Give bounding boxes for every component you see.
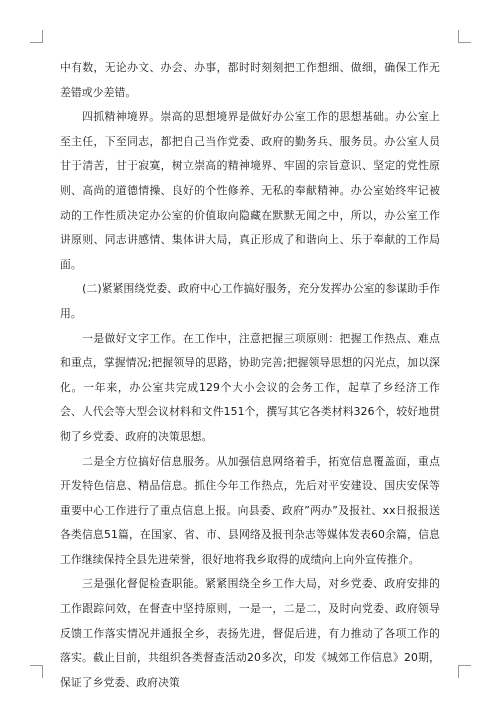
paragraph-writing-work: 一是做好文字工作。在工作中，注意把握三项原则：把握工作热点、难点和重点，掌握情况;把握领导的思路，协助完善;把握领导思想的闪光点，加以深化。一年来，办公室共完成129个大小会议的会务工作，起草了乡经济工作会、人代会等大型会议材料和文件151个，撰写其它各类材料326个，较好地贯彻了乡党委、政府的决策思想。 — [60, 331, 440, 443]
crop-mark-top-left — [30, 30, 43, 43]
paragraph-section-heading: (二)紧紧围绕党委、政府中心工作搞好服务，充分发挥办公室的参谋助手作用。 — [60, 282, 440, 320]
crop-mark-bottom-left — [30, 665, 43, 678]
paragraph-information-service: 二是全方位搞好信息服务。从加强信息网络着手，拓宽信息覆盖面，重点开发特色信息、精品信息。抓住今年工作热点，先后对平安建设、国庆安保等重要中心工作进行了重点信息上报。向县委、政府”两办”及报社、xx日报报送各类信息51篇，在国家、省、市、县网络及报刊杂志等媒体发表60余篇，信息工作继续保持全县先进荣誉，很好地将我乡取得的成绩向上向外宣传推介。 — [60, 454, 440, 566]
document-body — [60, 56, 440, 695]
paragraph-supervision: 三是强化督促检查职能。紧紧围绕全乡工作大局，对乡党委、政府安排的工作跟踪问效，在督查中坚持原则，一是一，二是二，及时向党委、政府领导反馈工作落实情况并通报全乡，表扬先进，督促后进，有力推动了各项工作的落实。截止目前，共组织各类督查活动20多次，印发《城郊工作信息》20期，保证了乡党委、政府决策 — [60, 577, 440, 689]
crop-mark-top-right — [458, 30, 471, 43]
paragraph-spiritual-realm: 四抓精神境界。崇高的思想境界是做好办公室工作的思想基础。办公室上至主任，下至同志，都把自己当作党委、政府的勤务兵、服务员。办公室人员甘于清苦，甘于寂寞，树立崇高的精神境界、牢固的宗旨意识、坚定的党性原则、高尚的道德情操、良好的个性修养、无私的奉献精神。办公室始终牢记被动的工作性质决定办公室的价值取向隐藏在默默无闻之中，所以，办公室工作讲原则、同志讲感情、集体讲大局，真正形成了和谐向上、乐于奉献的工作局面。 — [60, 110, 440, 271]
paragraph-continuation: 中有数，无论办文、办会、办事，都时时刻刻把工作想细、做细，确保工作无差错或少差错。 — [60, 61, 440, 99]
crop-mark-bottom-right — [458, 665, 471, 678]
